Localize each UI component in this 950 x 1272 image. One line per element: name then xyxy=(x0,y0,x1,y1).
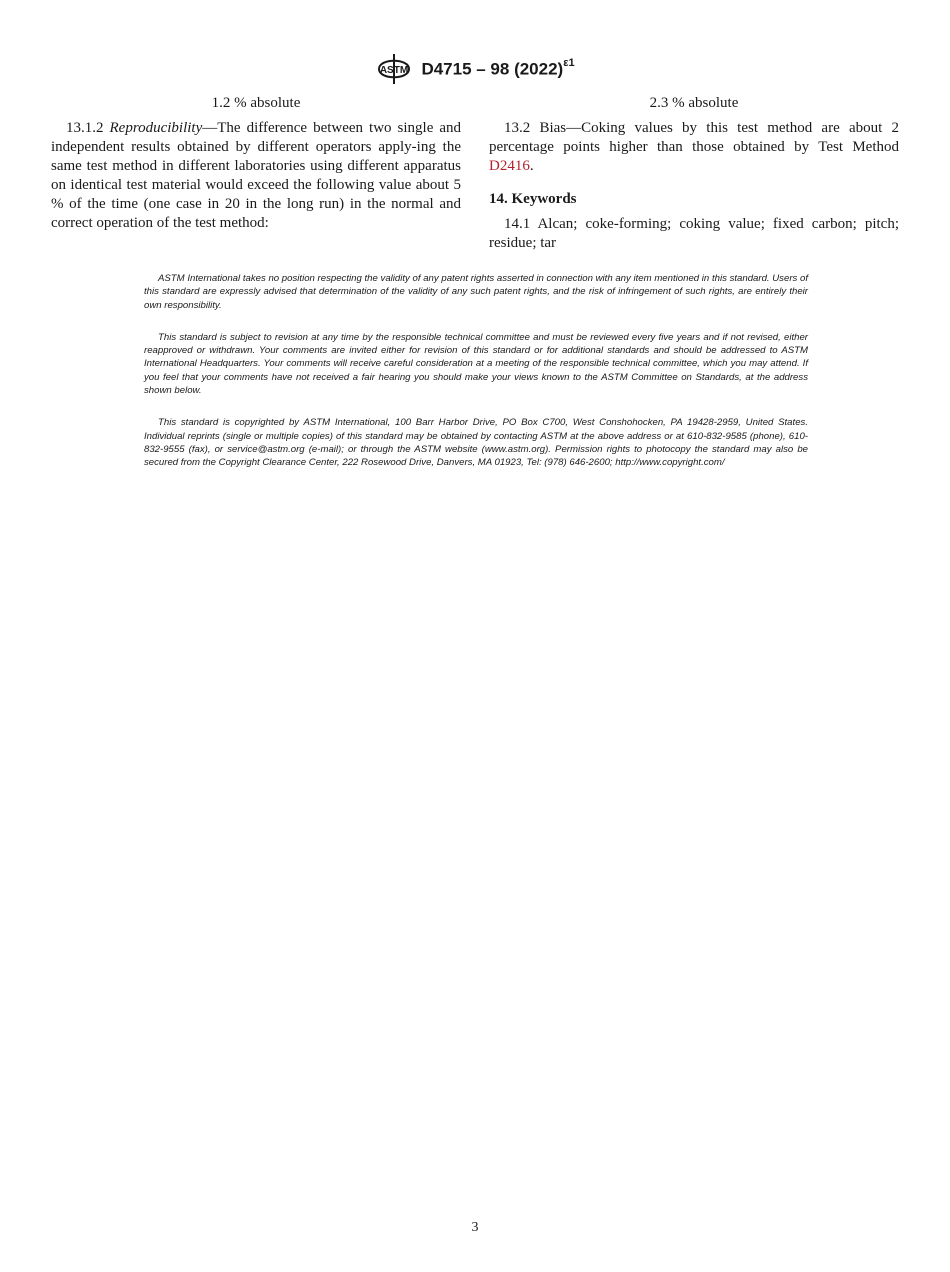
copyright-notice: This standard is copyrighted by ASTM International, 100 Barr Harbor Drive, PO Box C700, West Conshohocken, PA 19428-2959, United States. Individual reprints (single or multiple copies) of this standard may be obtained by contacting ASTM at the above address or at 610-832-9585 (phone), 610-832-9555 (fax), or service@astm.org (e-mail); or through the ASTM website (www.astm.org). Permission rights to photocopy the standard may also be secured from the Copyright Clearance Center, 222 Rosewood Drive, Danvers, MA 01923, Tel: (978) 646-2600; http://www.copyright.com/ xyxy=(144,417,808,469)
epsilon-superscript: ε1 xyxy=(563,56,575,69)
paragraph-13-2: 13.2 Bias—Coking values by this test method are about 2 percentage points higher than those obtained by Test Method D2416. xyxy=(489,120,899,174)
astm-logo-icon xyxy=(375,52,413,86)
revision-notice: This standard is subject to revision at any time by the responsible technical committee and must be reviewed every five years and if not revised, either reapproved or withdrawn. Your comments are invited either for revision of this standard or for additional standards and should be addressed to ASTM International Headquarters. Your comments will receive careful consideration at a meeting of the responsible technical committee, which you may attend. If you feel that your comments have not received a fair hearing you should make your views known to the ASTM Committee on Standards, at the address shown below. xyxy=(144,331,808,397)
reproducibility-value: 1.2 % absolute xyxy=(211,95,301,111)
svg-text:ASTM: ASTM xyxy=(380,65,409,76)
right-column xyxy=(489,94,899,253)
page-number: 3 xyxy=(471,1220,479,1235)
left-column xyxy=(51,94,461,233)
page-header xyxy=(0,52,950,86)
section-14-heading: 14. Keywords xyxy=(489,191,577,207)
document-designation: D4715 – 98 $(2022)^{\varepsilon 1}$ xyxy=(421,56,575,79)
paragraph-13-1-2: 13.1.2 Reproducibility—The difference between two single and independent results obtained by different operators apply-ing the same test method in different laboratories using different apparatus on identical test material would exceed the following value about 5 % of the time (one case in 20 in the long run) in the normal and correct operation of the test method: xyxy=(51,120,462,231)
repeatability-value: 2.3 % absolute xyxy=(649,95,739,111)
patent-notice: ASTM International takes no position respecting the validity of any patent rights asserted in connection with any item mentioned in this standard. Users of this standard are expressly advised that determination of the validity of any such patent rights, and the risk of infringement of such rights, are entirely their own responsibility. xyxy=(144,273,808,311)
legal-notices xyxy=(144,272,808,489)
d2416-link[interactable]: D2416 xyxy=(489,158,530,174)
paragraph-14-1: 14.1 Alcan; coke-forming; coking value; fixed carbon; pitch; residue; tar xyxy=(489,216,899,251)
reproducibility-term: Reproducibility xyxy=(109,120,203,136)
